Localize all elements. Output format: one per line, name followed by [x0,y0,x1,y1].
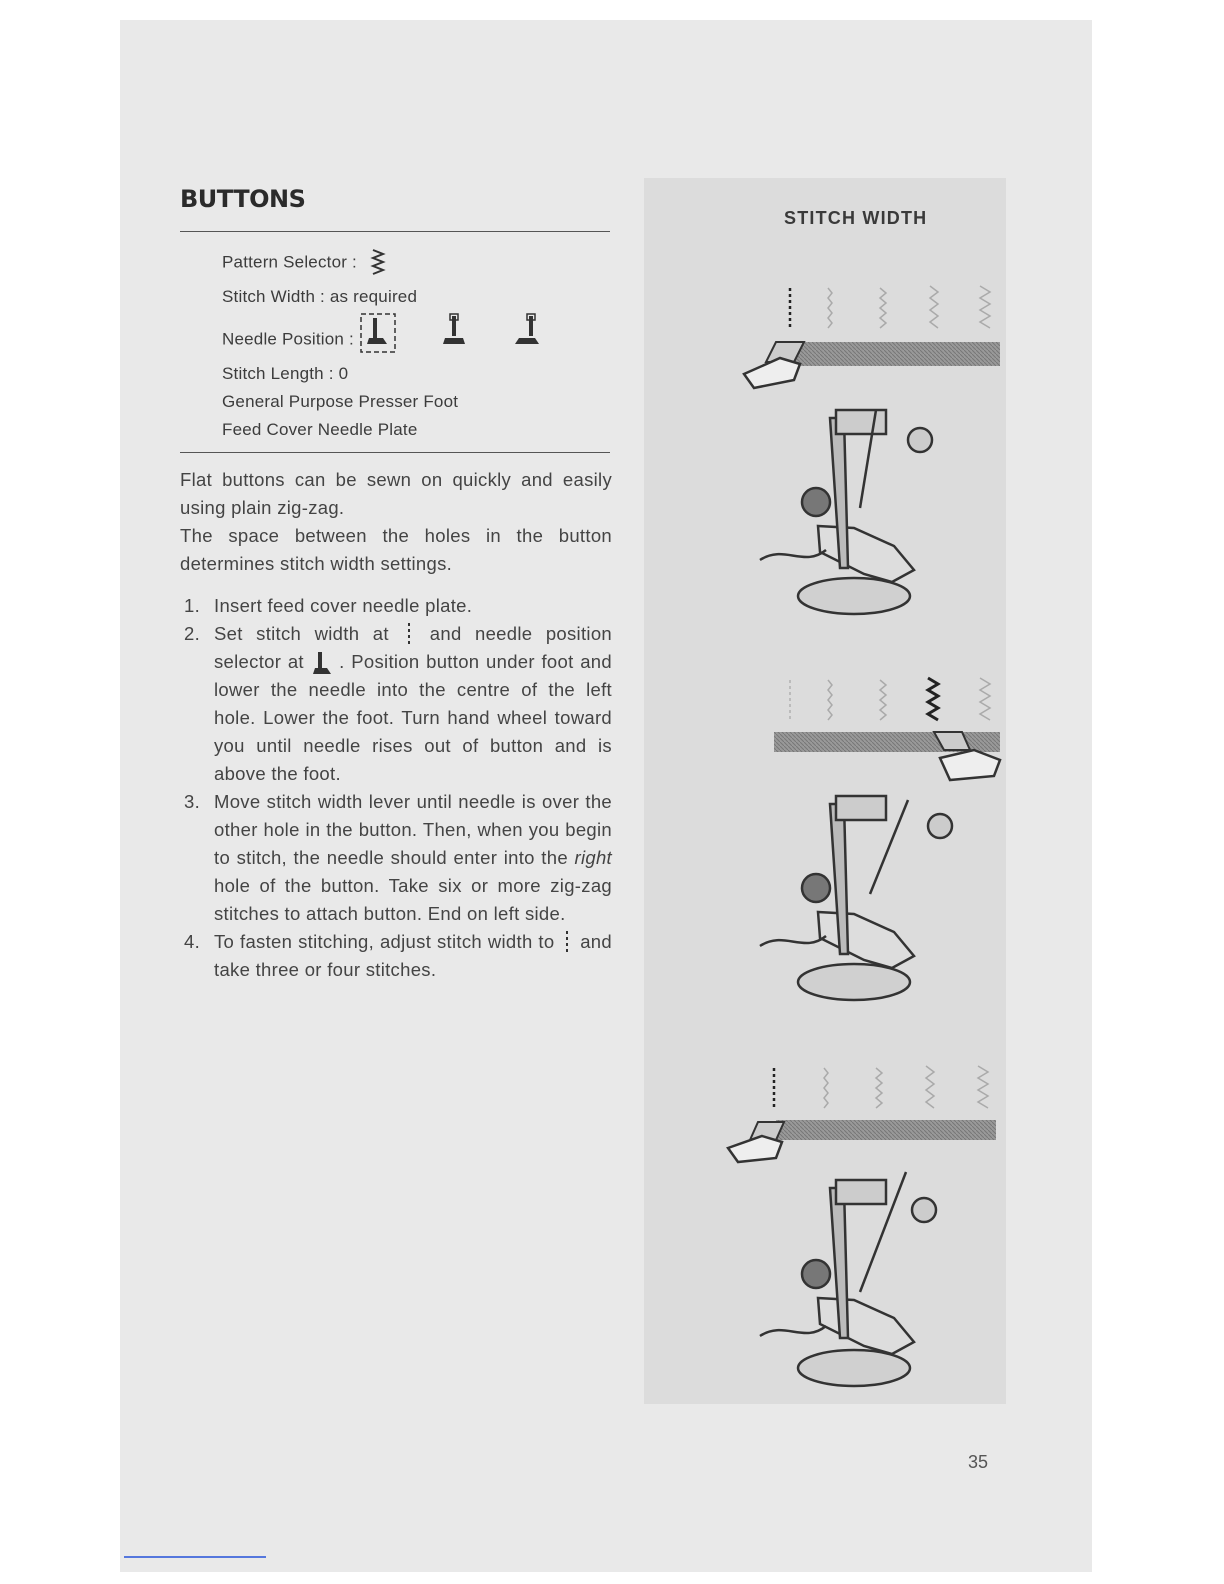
section-title: BUTTONS [180,185,306,213]
sewing-illustrations [644,178,1006,1404]
presser-foot-icon [760,1172,936,1386]
step-2: 2. Set stitch width at and needle position selector at . Position button under foot and lower the needle into the centre of the left hole. Lower the foot. Turn hand wheel toward you until needle rises out of button and is above the foot. [184,623,612,785]
panel-step-3 [760,678,1000,1000]
illustration-title: STITCH WIDTH [784,208,928,228]
stitch-width-scale-icon [790,286,990,328]
needle-center-icon [443,314,465,344]
intro-paragraph-2: The space between the holes in the button determines stitch width settings. [180,525,612,574]
panel-step-4 [728,1066,996,1386]
stitch-width-scale-icon [774,1066,988,1108]
step-1: 1. Insert feed cover needle plate. [184,595,473,616]
footer-link-underline[interactable] [124,1556,266,1558]
stitch-width-setting: Stitch Width : as required [222,287,418,306]
needle-position-icons [359,312,549,356]
needle-position-label: Needle Position : [222,329,354,349]
needle-plate-setting: Feed Cover Needle Plate [222,420,418,439]
stitch-width-scale-icon [790,678,990,720]
page-number: 35 [968,1452,989,1472]
panel-step-2 [744,286,1000,614]
step-4: 4. To fasten stitching, adjust stitch width to and take three or four stitches. [184,931,612,981]
settings-top-rule [180,231,610,232]
needle-right-icon [515,314,539,344]
stitch-length-setting: Stitch Length : 0 [222,364,349,383]
straight-stitch-icon [560,930,574,956]
presser-foot-icon [760,796,952,1000]
width-lever-bar [776,1120,996,1140]
zigzag-pattern-icon [370,248,386,278]
needle-position-row [222,324,549,356]
intro-paragraph-1: Flat buttons can be sewn on quickly and easily using plain zig-zag. [180,469,612,518]
pattern-selector-label: Pattern Selector : [222,252,357,272]
settings-bottom-rule [180,452,610,453]
straight-stitch-icon [402,622,416,648]
presser-foot-setting: General Purpose Presser Foot [222,392,459,411]
step-3: 3. Move stitch width lever until needle is over the other hole in the button. Then, when you begin to stitch, the needle should enter into the right hole of the button. Take six or more zig-zag stitches to attach button. End on left side. [184,791,612,925]
needle-left-icon [367,318,387,344]
presser-foot-icon [760,410,932,614]
width-lever-pointer-icon [728,1122,784,1162]
pattern-selector-row [222,248,386,278]
width-lever-bar [792,342,1000,366]
instruction-steps [180,592,612,984]
left-needle-position-icon [311,650,333,676]
width-lever-pointer-icon [744,342,804,388]
